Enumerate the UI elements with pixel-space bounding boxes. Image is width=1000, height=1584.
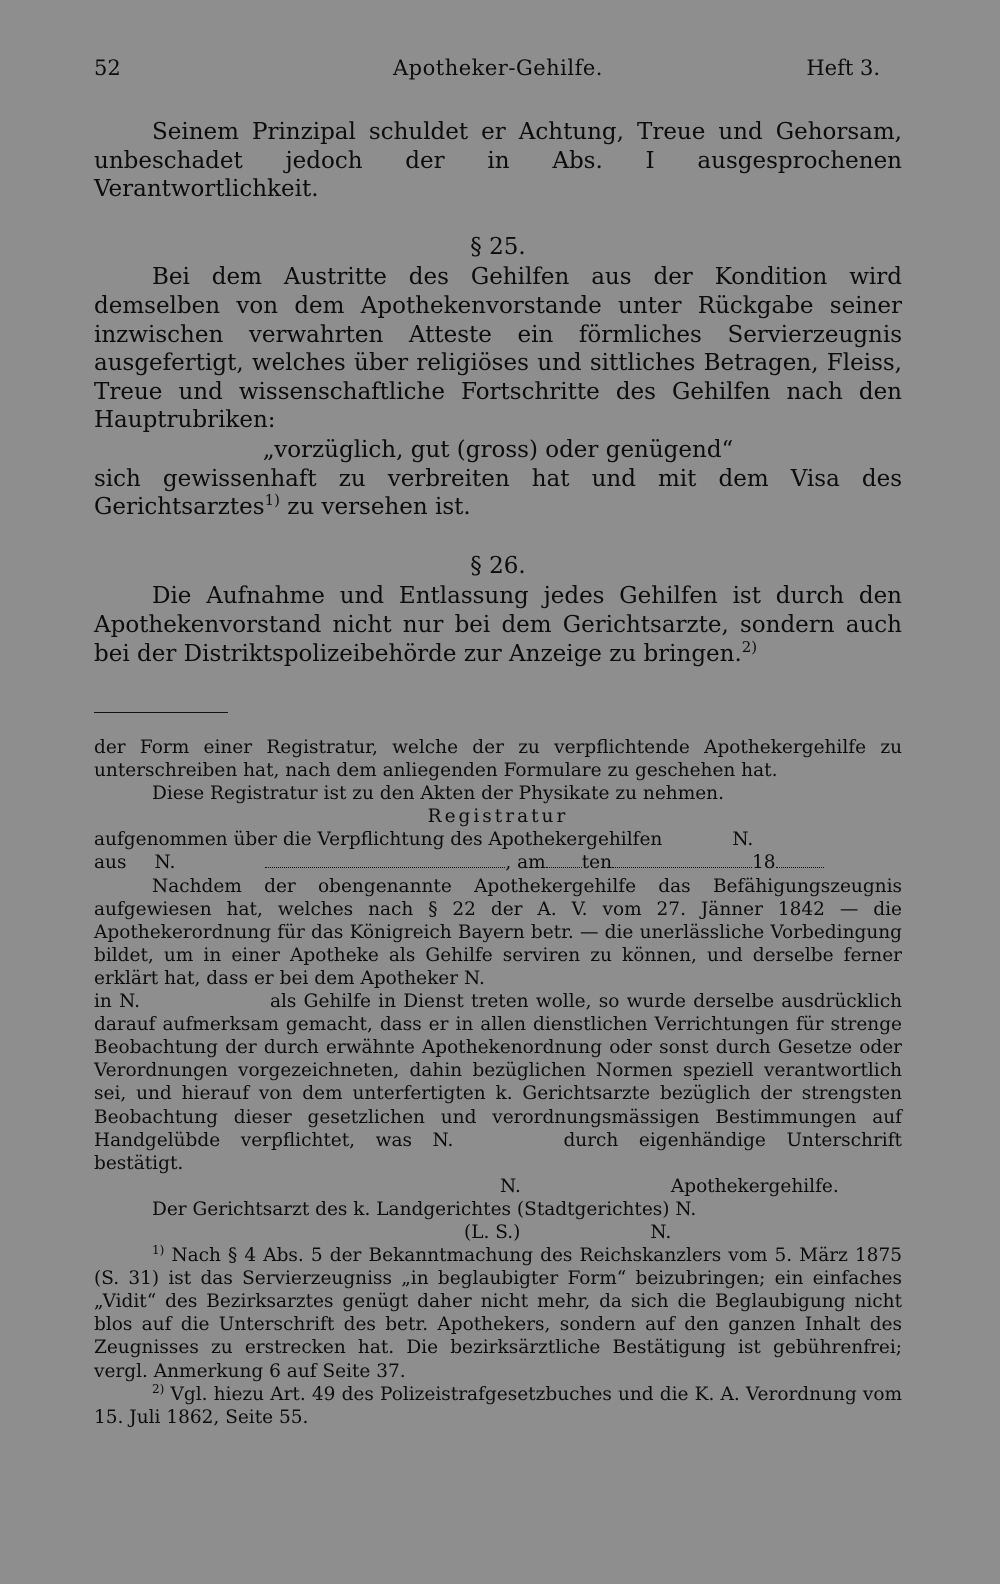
running-title: Apotheker-Gehilfe. — [393, 56, 603, 80]
registratur-body-cont: als Gehilfe in Dienst treten wolle, so wurde derselbe ausdrücklich darauf aufmerksam gemacht, dass er in allen dienstlichen Verrichtungen für strenge Beobachtung der durch erwähnte Apothekenordnung oder sonst durch Gesetze oder Verordnungen vorgezeichneten, dahin bezüglichen Normen speziell verantwortlich sei, und hierauf von dem unterfertigten k. Gerichtsarzte bezüglich der strengsten Beobachtung dieser gesetzlichen und verordnungsmässigen Bestimmungen auf Handgelübde verpflichtet, was N. — [94, 991, 902, 1151]
footnote-ref-1: 1) — [264, 491, 280, 510]
section-25-paragraph: Bei dem Austritte des Gehilfen aus der Kondition wird demselben von dem Apothekenvorstande unter Rückgabe seiner inzwischen verwahrten Atteste ein förmliches Servierzeugnis ausgefertigt, welches über religiöses und sittliches Betragen, Fleiss, Treue und wissenschaftliche Fortschritte des Gehilfen nach den Hauptrubriken: — [94, 264, 902, 434]
section-25-paragraph-2: sich gewissenhaft zu verbreiten hat und mit dem Visa des Gerichtsarztes — [94, 465, 902, 521]
registratur-line-1-text: aufgenommen über die Verpflichtung des Apothekergehilfen — [94, 829, 663, 851]
continued-note-text: der Form einer Registratur, welche der zu verpflichtende Apothekergehilfe zu unterschreiben hat, nach dem anliegenden Formulare zu geschehen hat. — [94, 737, 902, 782]
blank-day — [546, 852, 582, 869]
blank-year — [776, 852, 824, 869]
blank-place — [265, 852, 505, 869]
registratur-am: , am — [505, 852, 546, 874]
section-26-heading: § 26. — [470, 552, 526, 579]
continued-note: Diese Registratur ist zu den Akten der Physikate zu nehmen. — [152, 783, 724, 805]
registratur-line-1 — [94, 828, 902, 851]
main-text — [94, 118, 902, 668]
footnote-1-text: Nach § 4 Abs. 5 der Bekanntmachung des Reichskanzlers vom 5. März 1875 (S. 31) ist das Servierzeugniss „in beglaubigter Form“ beizubringen; ein einfaches „Vidit“ des Bezirksarztes genügt daher nicht mehr, da sich die Beglaubigung nicht blos auf die Unterschrift des betr. Apothekers, sondern auf den ganzen Inhalt des Zeugnisses zu erstrecken hat. Die bezirksärztliche Bestätigung ist gebührenfrei; vergl. Anmerkung 6 auf Seite 37. — [94, 1245, 902, 1382]
signature-role: Apothekergehilfe. — [670, 1175, 839, 1197]
footnote-2-text: Vgl. hiezu Art. 49 des Polizeistrafgesetzbuches und die K. A. Verordnung vom 15. Juli 1862, Seite 55. — [94, 1383, 903, 1428]
section-25-paragraph-2-end: zu versehen ist. — [279, 494, 471, 521]
signature-n: N. — [500, 1175, 521, 1197]
intro-paragraph: Seinem Prinzipal schuldet er Achtung, Treue und Gehorsam, unbeschadet jedoch der in Abs. I ausgesprochenen Verantwortlichkeit. — [94, 119, 902, 203]
seal-mark: (L. S.) — [464, 1221, 521, 1243]
registratur-in-n: in N. — [94, 991, 140, 1013]
section-25-heading: § 25. — [470, 233, 526, 260]
registratur-ten: ten — [581, 852, 612, 874]
registratur-year: 18 — [752, 852, 776, 874]
section-26-paragraph — [94, 582, 902, 668]
registratur-title: Registratur — [427, 806, 569, 828]
seal-n: N. — [650, 1221, 672, 1243]
registratur-body-2 — [94, 990, 902, 1175]
registratur-line-1-n: N. — [732, 829, 754, 851]
issue-label: Heft 3. — [806, 56, 880, 80]
seal-line — [94, 1221, 902, 1244]
registratur-signature — [94, 1175, 902, 1198]
registratur-aus: aus — [94, 852, 127, 874]
footnote-1-marker: 1) — [152, 1242, 165, 1257]
blank-month — [612, 852, 752, 869]
registratur-aus-n: N. — [154, 852, 176, 874]
section-25-ratings: „vorzüglich, gut (gross) oder genügend“ — [262, 436, 734, 463]
footnote-2 — [94, 1383, 902, 1429]
notes-block — [94, 736, 902, 1429]
footnote-divider — [94, 712, 228, 713]
registratur-body: Nachdem der obengenannte Apothekergehilfe das Befähigungszeugnis aufgewiesen hat, welches nach § 22 der A. V. vom 27. Jänner 1842 — die Apothekerordnung für das Königreich Bayern betr. — die unerlässliche Vorbedingung bildet, um in einer Apotheke als Gehilfe serviren zu können, und derselbe ferner erklärt hat, dass er bei dem Apotheker N. — [94, 875, 902, 989]
registratur-body-end: durch eigenhändige Unterschrift bestätigt. — [94, 1129, 902, 1174]
registratur-line-2 — [94, 851, 902, 874]
doctor-line: Der Gerichtsarzt des k. Landgerichtes (Stadtgerichtes) N. — [152, 1198, 697, 1220]
footnote-2-marker: 2) — [152, 1381, 165, 1396]
section-25-paragraph-continued — [94, 465, 902, 522]
section-26-text: Die Aufnahme und Entlassung jedes Gehilfen ist durch den Apothekenvorstand nicht nur bei dem Gerichtsarzte, sondern auch bei der Distriktspolizeibehörde zur Anzeige zu bringen. — [94, 583, 902, 667]
footnote-ref-2: 2) — [741, 637, 758, 656]
footnote-1 — [94, 1244, 902, 1383]
page-number: 52 — [94, 56, 121, 80]
running-header — [94, 56, 902, 88]
